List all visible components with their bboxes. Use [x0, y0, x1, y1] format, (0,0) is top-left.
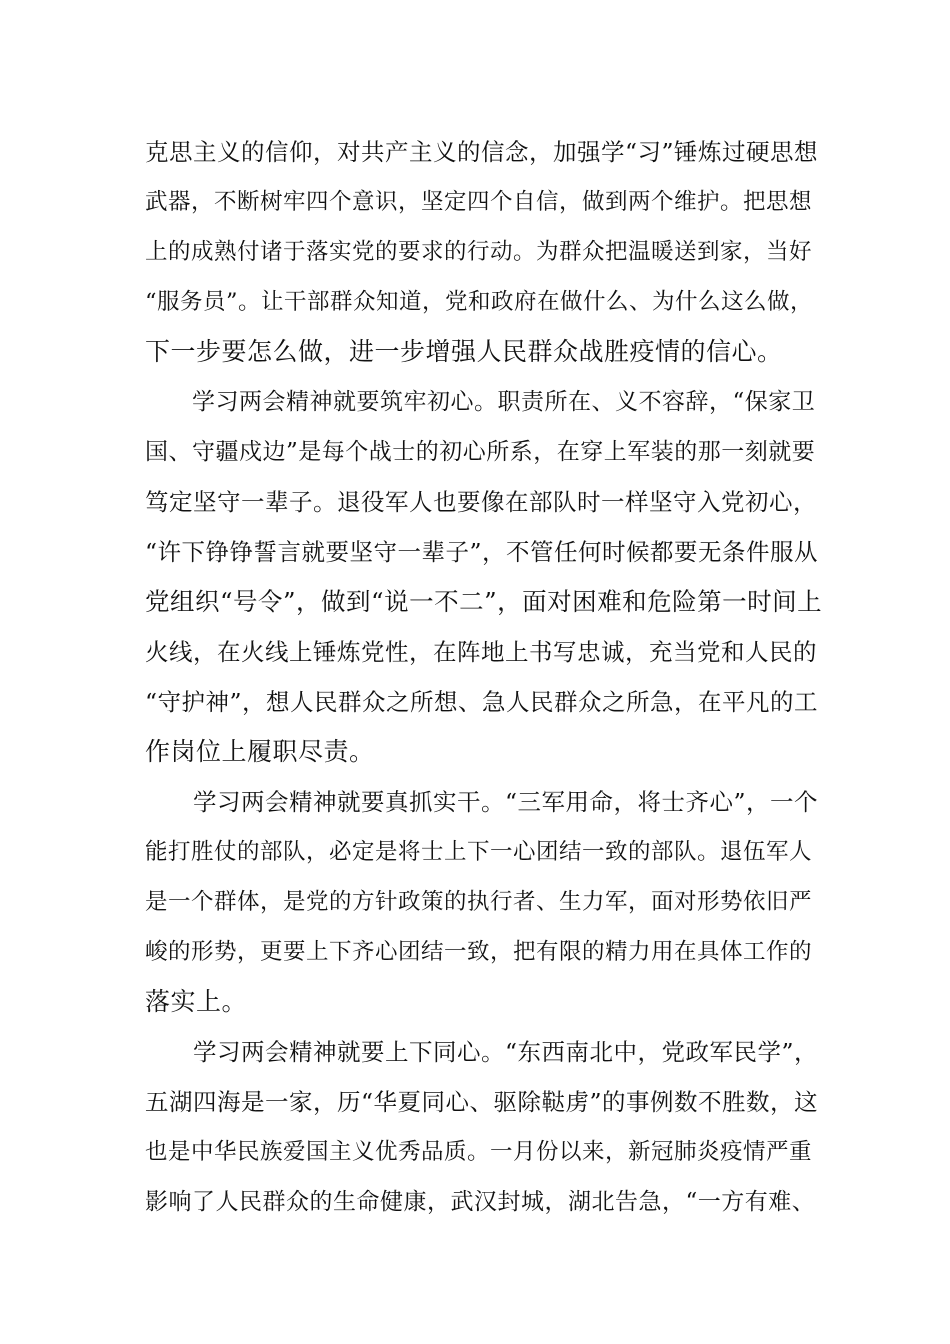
text-line: “服务员”。让干部群众知道，党和政府在做什么、为什么这么做，: [145, 289, 814, 315]
text-line: 笃定坚守一辈子。退役军人也要像在部队时一样坚守入党初心，: [145, 488, 817, 516]
body-text: [145, 127, 825, 1227]
paragraph-start-line: 学习两会精神就要真抓实干。“三军用命，将士齐心”，一个: [145, 788, 819, 816]
text-line: 武器，不断树牢四个意识，坚定四个自信，做到两个维护。把思想: [145, 189, 813, 215]
text-line: 能打胜仗的部队，必定是将士上下一心团结一致的部队。退伍军人: [145, 839, 813, 865]
text-line: 五湖四海是一家，历“华夏同心、驱除鞑虏”的事例数不胜数，这: [145, 1088, 819, 1116]
text-line: 影响了人民群众的生命健康，武汉封城，湖北告急，“一方有难、: [145, 1189, 816, 1215]
text-line: 火线，在火线上锤炼党性，在阵地上书写忠诚，充当党和人民的: [145, 638, 817, 666]
text-line: 也是中华民族爱国主义优秀品质。一月份以来，新冠肺炎疫情严重: [145, 1139, 813, 1165]
text-line: 党组织“号令”，做到“说一不二”，面对困难和危险第一时间上: [145, 587, 823, 616]
text-line: 落实上。: [145, 987, 248, 1016]
text-line: “守护神”，想人民群众之所想、急人民群众之所急，在平凡的工: [145, 688, 819, 716]
text-line: 是一个群体，是党的方针政策的执行者、生力军，面对形势依旧严: [145, 889, 813, 915]
text-line: 作岗位上履职尽责。: [145, 737, 375, 766]
text-line: 上的成熟付诸于落实党的要求的行动。为群众把温暖送到家，当好: [145, 239, 813, 265]
text-line: 国、守疆戍边”是每个战士的初心所系，在穿上军装的那一刻就要: [145, 439, 816, 465]
paragraph-start-line: 学习两会精神就要筑牢初心。职责所在、义不容辞，“保家卫: [145, 389, 816, 415]
text-line: 克思主义的信仰，对共产主义的信念，加强学“习”锤炼过硬思想: [145, 138, 819, 166]
text-line: 峻的形势，更要上下齐心团结一致，把有限的精力用在具体工作的: [145, 939, 813, 965]
text-line: “许下铮铮誓言就要坚守一辈子”，不管任何时候都要无条件服从: [145, 538, 819, 566]
text-line: 下一步要怎么做，进一步增强人民群众战胜疫情的信心。: [145, 337, 783, 366]
paragraph-start-line: 学习两会精神就要上下同心。“东西南北中，党政军民学”，: [145, 1038, 819, 1066]
